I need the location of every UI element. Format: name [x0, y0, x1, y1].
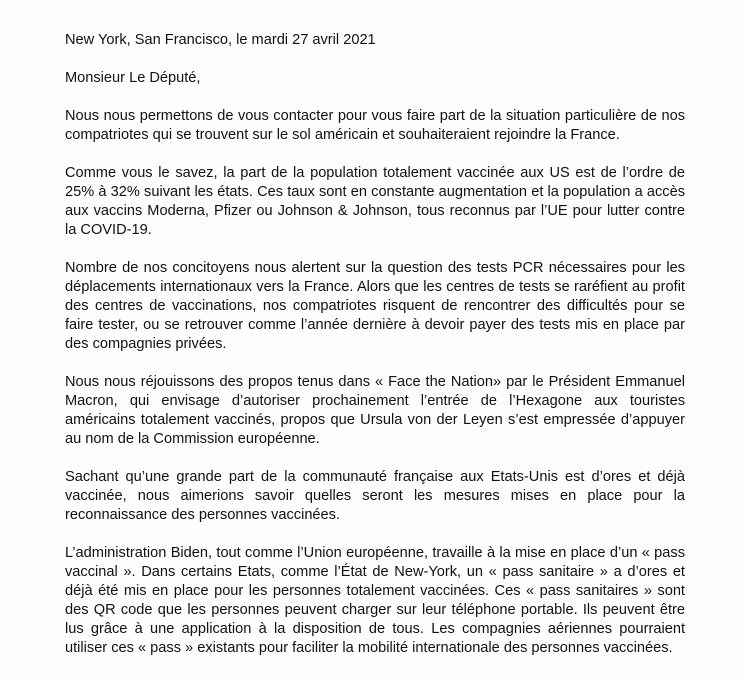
- letter-paragraph-1: Nous nous permettons de vous contacter pour vous faire part de la situation particulière de nos compatriotes qui se trouvent sur le sol américain et souhaiteraient rejoindre la France.: [65, 108, 685, 143]
- letter-salutation: Monsieur Le Député,: [65, 70, 201, 86]
- letter-paragraph-5: Sachant qu’une grande part de la communauté française aux Etats-Unis est d’ores et déjà vaccinée, nous aimerions savoir quelles seront les mesures mises en place pour la reconnaissance des personnes vaccinées.: [65, 469, 685, 523]
- letter-place-date: New York, San Francisco, le mardi 27 avril 2021: [65, 32, 376, 48]
- letter-body: [65, 31, 685, 677]
- letter-paragraph-2: Comme vous le savez, la part de la population totalement vaccinée aux US est de l’ordre de 25% à 32% suivant les états. Ces taux sont en constante augmentation et la population a accès aux vaccins Moderna, Pfizer ou Johnson & Johnson, tous reconnus par l’UE pour lutter contre la COVID-19.: [65, 165, 685, 238]
- letter-paragraph-6: L’administration Biden, tout comme l’Union européenne, travaille à la mise en place d’un « pass vaccinal ». Dans certains Etats, comme l’État de New-York, un « pass sanitaire » a d’ores et déjà été mis en place pour les personnes totalement vaccinées. Ces « pass sanitaires » sont des QR code que les personnes peuvent charger sur leur téléphone portable. Ils peuvent être lus grâce à une application à la disposition de tous. Les compagnies aériennes pourraient utiliser ces « pass » existants pour faciliter la mobilité internationale des personnes vaccinées.: [65, 545, 685, 656]
- letter-paragraph-4: Nous nous réjouissons des propos tenus dans « Face the Nation» par le Président Emmanuel Macron, qui envisage d’autoriser prochainement l’entrée de l’Hexagone aux touristes américains totalement vaccinés, propos que Ursula von der Leyen s’est empressée d’appuyer au nom de la Commission européenne.: [65, 374, 685, 447]
- letter-paragraph-3: Nombre de nos concitoyens nous alertent sur la question des tests PCR nécessaires pour les déplacements internationaux vers la France. Alors que les centres de tests se raréfient au profit des centres de vaccinations, nos compatriotes risquent de rencontrer des difficultés pour se faire tester, ou se retrouver comme l’année dernière à devoir payer des tests mis en place par des compagnies privées.: [65, 260, 685, 352]
